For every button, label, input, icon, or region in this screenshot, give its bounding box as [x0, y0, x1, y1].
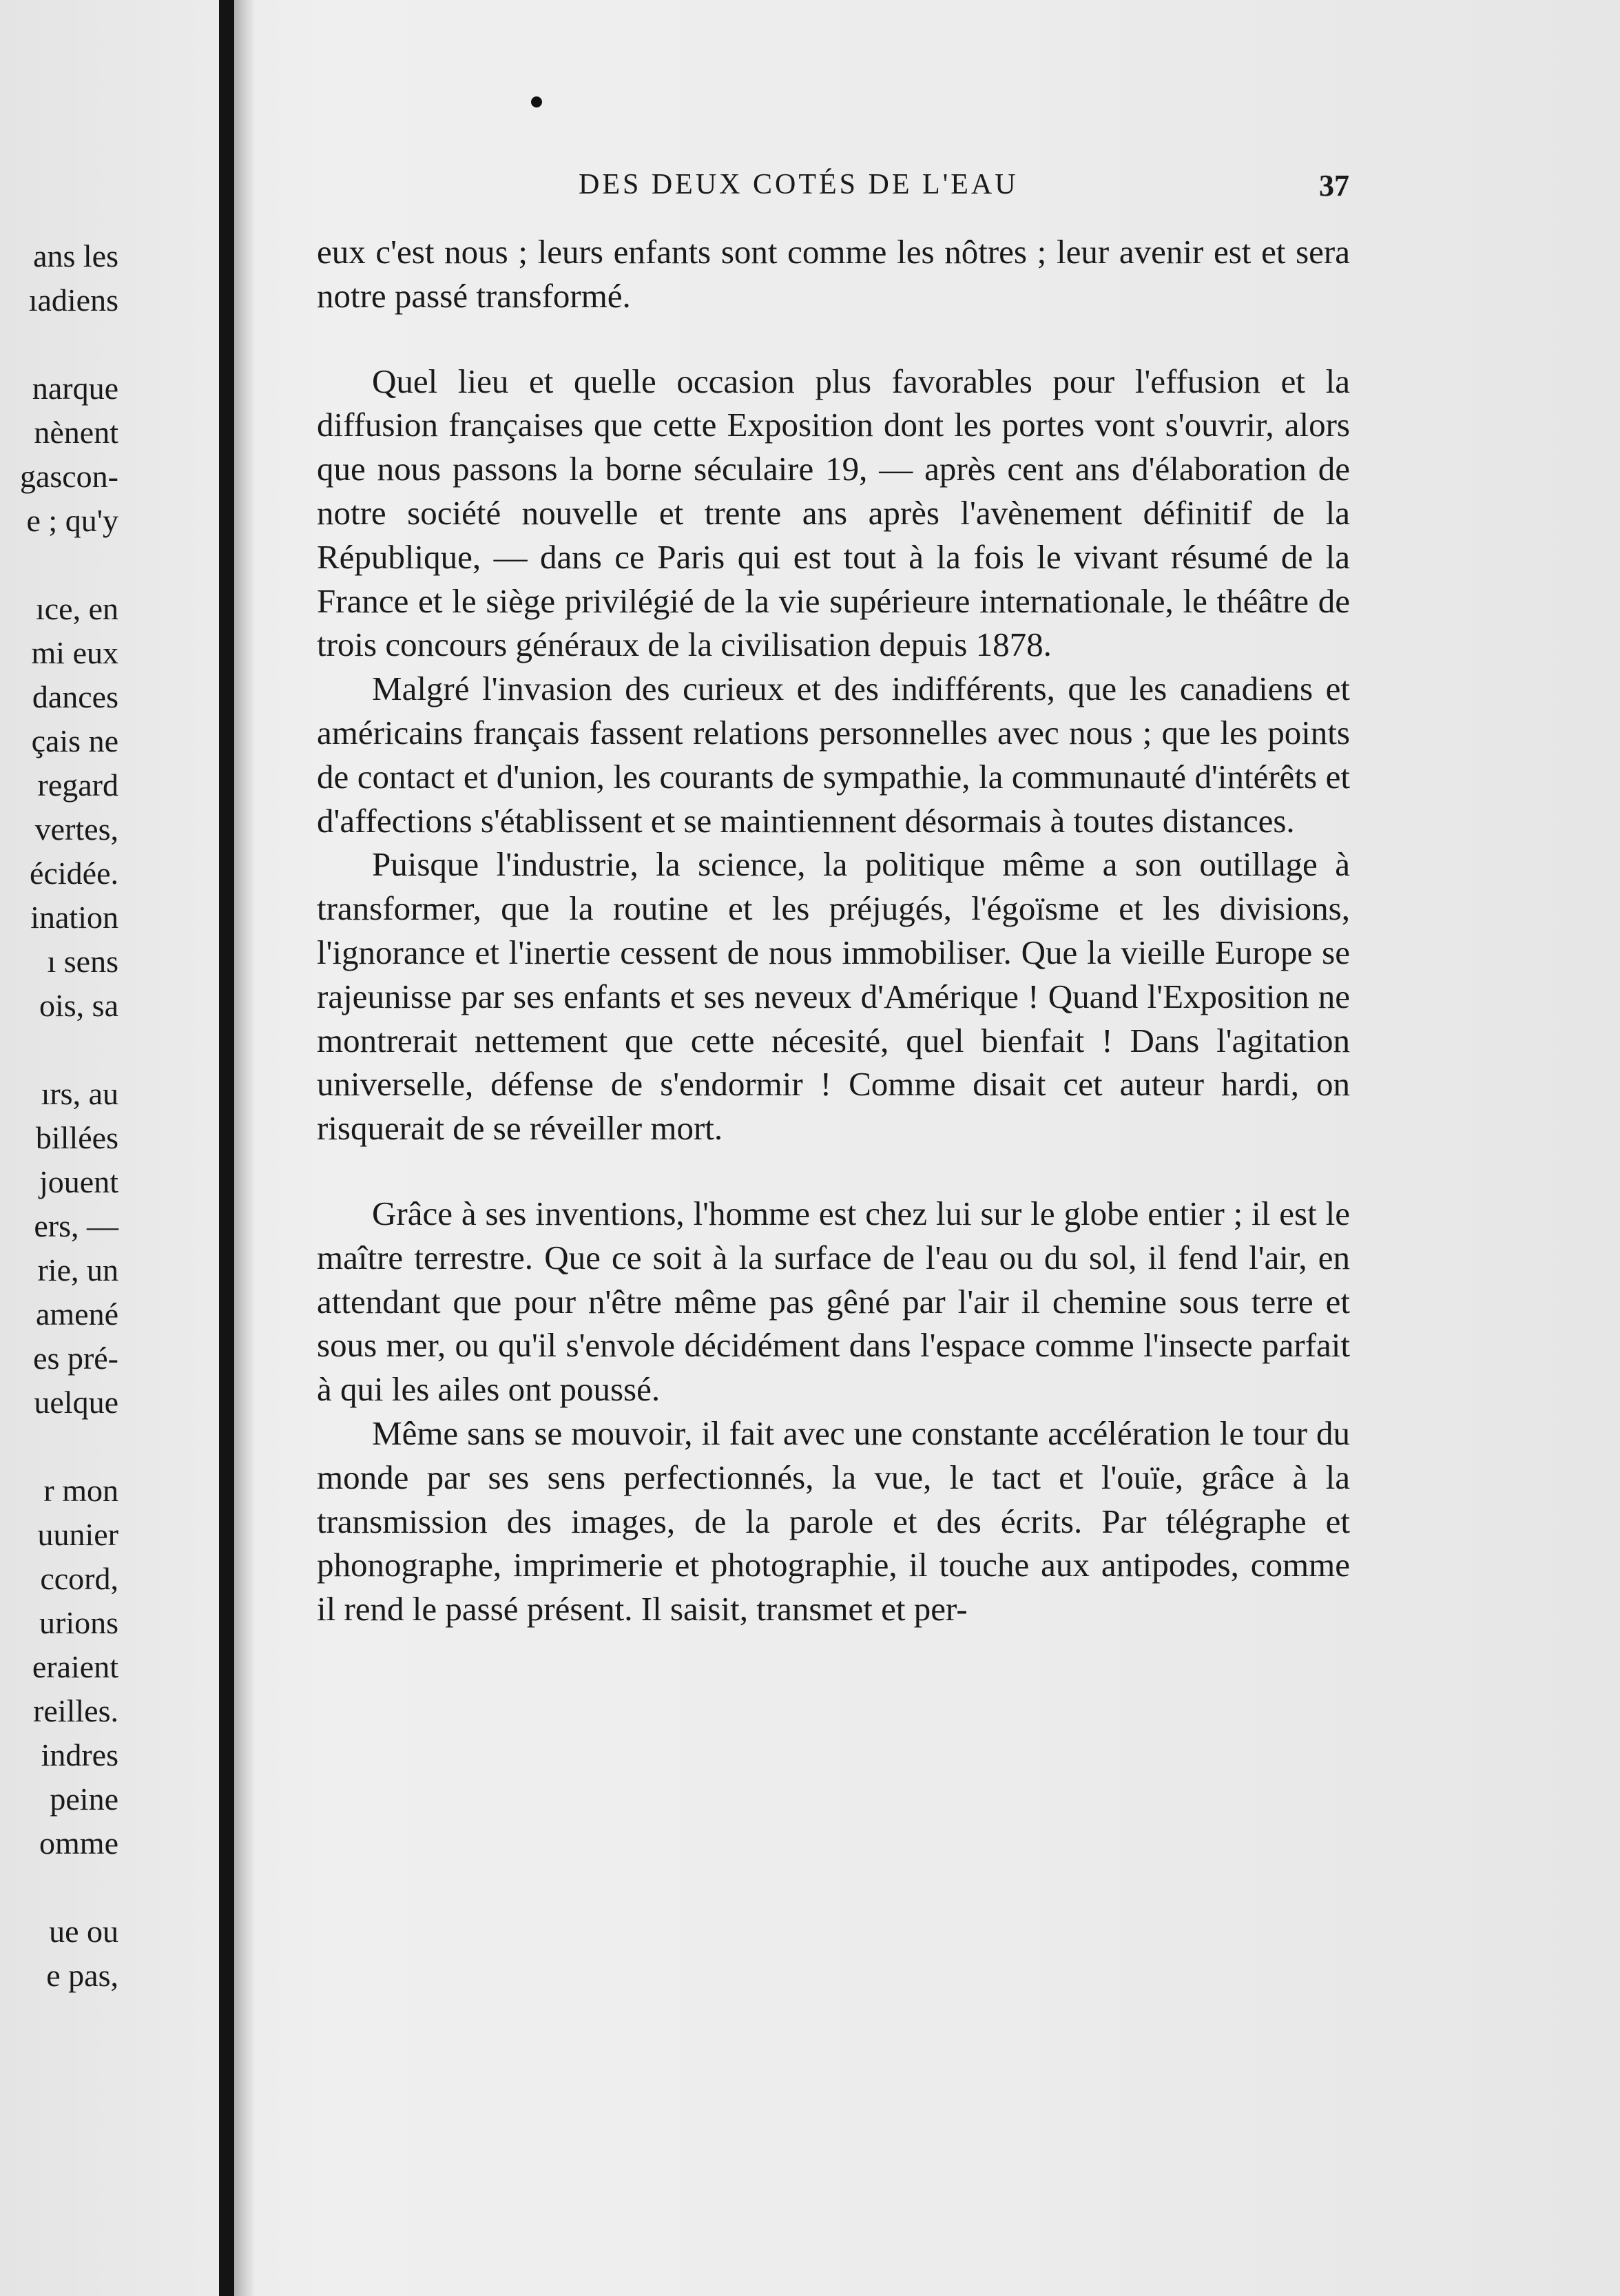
paragraph: Même sans se mouvoir, il fait avec une constante accélération le tour du monde par ses sens perfectionnés, la vue, le tact et l'ouïe, grâce à la transmission des images, de la parole et des écrits. Par télégraphe et phonographe, imprimerie et photographie, il touche aux antipodes, comme il rend le passé présent. Il saisit, transmet et per- — [317, 1414, 1350, 1628]
facing-line: eraient — [32, 1649, 118, 1684]
facing-line: mi eux — [31, 635, 118, 670]
facing-line: narque — [32, 371, 118, 406]
body-text — [317, 230, 1350, 1631]
facing-line: regard — [37, 767, 118, 803]
facing-line: amené — [35, 1296, 118, 1332]
facing-line: ıadiens — [28, 282, 118, 318]
facing-line: billées — [35, 1120, 118, 1155]
page-header — [537, 168, 1364, 209]
book-gutter — [219, 0, 234, 2296]
facing-line: ırs, au — [41, 1076, 118, 1111]
page-number: 37 — [1319, 169, 1349, 203]
facing-line: urions — [39, 1605, 118, 1640]
facing-line: e pas, — [46, 1958, 118, 1993]
facing-line: r mon — [43, 1473, 118, 1508]
facing-line: indres — [41, 1737, 118, 1772]
facing-line: rie, un — [37, 1252, 118, 1287]
facing-line: ers, — — [34, 1208, 118, 1243]
facing-line: ination — [30, 900, 118, 935]
paragraph: Quel lieu et quelle occasion plus favorables pour l'effusion et la diffusion françaises que cette Exposition dont les portes vont s'ouvrir, alors que nous passons la borne séculaire 19, — après cent ans d'élaboration de notre société nouvelle et trente ans après l'avènement définitif de la République, — dans ce Paris qui est tout à la fois le vivant résumé de la France et le siège privilégié de la vie supérieure internationale, le théâtre de trois concours généraux de la civilisation depuis 1878. — [317, 362, 1350, 664]
facing-line: e ; qu'y — [26, 503, 118, 538]
facing-line: gascon- — [19, 459, 118, 494]
ink-dot — [531, 96, 542, 107]
facing-line: ue ou — [49, 1914, 118, 1949]
paragraph: Malgré l'invasion des curieux et des indifférents, que les canadiens et américains français fassent relations personnelles avec nous ; que les points de contact et d'union, les courants de sympathie, la communauté d'intérêts et d'affections s'établissent et se maintiennent désormais à toutes distances. — [317, 670, 1350, 840]
facing-line: uelque — [34, 1385, 118, 1420]
facing-line: dances — [32, 679, 118, 714]
facing-line: ı sens — [47, 944, 118, 979]
facing-page-fragments — [0, 234, 138, 2025]
facing-line: nènent — [34, 415, 118, 450]
facing-line: ans les — [33, 238, 118, 273]
facing-line: peine — [50, 1781, 118, 1817]
facing-line: ois, sa — [39, 988, 118, 1023]
paragraph: eux c'est nous ; leurs enfants sont comme les nôtres ; leur avenir est et sera notre passé transformé. — [317, 233, 1350, 315]
facing-line: ıce, en — [35, 591, 118, 626]
facing-line: écidée. — [30, 856, 118, 891]
paragraph: Grâce à ses inventions, l'homme est chez lui sur le globe entier ; il est le maître terrestre. Que ce soit à la surface de l'eau ou du sol, il fend l'air, en attendant que pour n'être même pas gêné par l'air il chemine sous terre et sous mer, ou qu'il s'envole décidément dans l'espace comme l'insecte parfait à qui les ailes ont poussé. — [317, 1194, 1350, 1409]
paragraph: Puisque l'industrie, la science, la politique même a son outillage à transformer, que la routine et les préjugés, l'égoïsme et les divisions, l'ignorance et l'inertie cessent de nous immobiliser. Que la vieille Europe se rajeunisse par ses enfants et ses neveux d'Amérique ! Quand l'Exposition ne montrerait nettement que cette nécesité, quel bienfait ! Dans l'agitation universelle, défense de s'endormir ! Comme disait cet auteur hardi, on risquerait de se réveiller mort. — [317, 845, 1350, 1148]
gutter-shadow — [234, 0, 255, 2296]
facing-line: vertes, — [34, 811, 118, 847]
facing-line: reilles. — [33, 1693, 118, 1728]
running-title: DES DEUX COTÉS DE L'EAU — [579, 169, 1019, 200]
facing-line: jouent — [39, 1164, 118, 1199]
facing-line: çais ne — [31, 723, 118, 758]
facing-line: omme — [39, 1826, 118, 1861]
facing-line: uunier — [37, 1517, 118, 1552]
facing-line: ccord, — [40, 1561, 118, 1596]
facing-line: es pré- — [33, 1341, 118, 1376]
